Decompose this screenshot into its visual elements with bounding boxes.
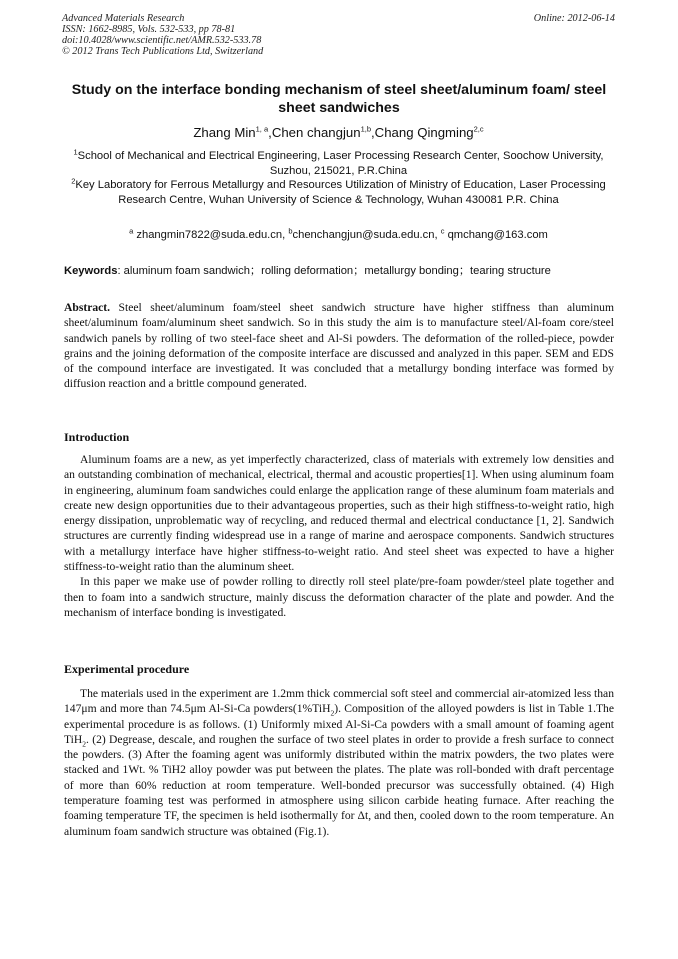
issn-line: ISSN: 1662-8985, Vols. 532-533, pp 78-81 [62,24,236,35]
experimental-body [64,686,614,839]
subscript: 2 [82,739,87,749]
paragraph-text: ). Composition of the alloyed powders is list in Table 1.The experimental procedure is as follows. (1) Uniformly mixed Al-Si-Ca powders with a small amount of foaming agent TiH [64,702,614,746]
author-name: Zhang Min [193,125,256,140]
affiliation-text: Key Laboratory for Ferrous Metallurgy and Resources Utilization of Ministry of Education, Laser Processing Research Centre, Wuhan University of Science & Technology, Wuhan 430081 P.R. China [75,179,606,206]
affiliation-sup: 2 [71,176,76,186]
email-list [62,228,615,242]
paragraph: Aluminum foams are a new, as yet imperfectly characterized, class of materials with extremely low densities and an outstanding combination of mechanical, electrical, thermal and acoustic properties[1]. When using aluminum foam in engineering, aluminum foam sandwiches could enlarge the application range of these aluminum foam materials and create new design opportunities due to their advantageous properties, such as their high stiffness-to-weight ratio, high energy dissipation, unproblematic way of recycling, and reduced thermal and electrical conductance [1, 2]. Sandwich structures are currently finding widespread use in a range of marine and aerospace components. Sandwich structures with a metallurgy interface have higher stiffness-to-weight ratio. And steel sheet was expected to have a higher stiffness-to-weight ratio than the aluminum sheet. [64,453,614,574]
affiliation-sup: 1 [73,147,78,157]
journal-name: Advanced Materials Research [62,13,185,24]
abstract [64,300,614,392]
affiliation [62,149,615,178]
paragraph-text: . (2) Degrease, descale, and roughen the surface of two steel plates in order to provide a fresh surface to connect the powders. (3) After the foaming agent was uniformly distributed within the matrix powders, the two plates were stacked and 1Wt. % TiH2 alloy powder was put between the plates. The plate was roll-bonded with draft percentage of more than 60% reduction at room temperature. Well-bonded precursor was successfully obtained. (4) High temperature foaming test was performed in atmosphere using silicon carbide heating furnace. After reaching the foaming temperature TF, the specimen is held isothermally for Δt, and then, cooled down to the room temperature. An aluminum foam sandwich structure was obtained (Fig.1). [64,732,614,838]
email-sup: b [288,226,293,236]
email-sup: c [440,226,445,236]
affiliations [62,149,615,207]
doi-line: doi:10.4028/www.scientific.net/AMR.532-533.78 [62,35,262,46]
email-link[interactable]: qmchang@163.com [447,229,548,241]
keywords [64,264,617,278]
paper-title: Study on the interface bonding mechanism of steel sheet/aluminum foam/ steel sheet sandwiches [71,82,607,116]
abstract-label: Abstract. [64,301,111,314]
affiliation [62,178,615,207]
abstract-text: Steel sheet/aluminum foam/steel sheet sandwich structure have higher stiffness than aluminum sheet/aluminum foam/aluminum sheet sandwich. So in this study the aim is to manufacture steel/Al-foam core/steel sandwich panels by rolling of two steel-face sheet and Al-Si powders. The deformation of the rolled-piece, powder grains and the joining deformation of the composite interface are discussed and analyzed in this paper. SEM and EDS of the compound interface are investigated. It was concluded that a metallurgy bonding interface was formed by diffusion reaction and a brittle compound generated. [64,301,614,391]
author-list [62,124,615,142]
paragraph: In this paper we make use of powder rolling to directly roll steel plate/pre-foam powder/steel plate together and then to foam into a sandwich structure, mainly discuss the deformation character of the plate and powder. And the mechanism of interface bonding is investigated. [64,575,614,619]
section-heading-experimental: Experimental procedure [64,662,190,676]
author-name: Chang Qingming [374,125,474,140]
online-date: Online: 2012-06-14 [533,13,615,24]
email-link[interactable]: chenchangjun@suda.edu.cn [292,229,435,241]
email-sup: a [129,226,134,236]
author-sep: , [371,125,375,140]
journal-header [62,13,615,57]
affiliation-text: School of Mechanical and Electrical Engineering, Laser Processing Research Center, Soochow University, Suzhou, 215021, P.R.China [77,150,604,177]
paragraph [64,686,614,839]
author-sup: 2,c [473,124,484,134]
introduction-body [64,452,614,620]
author-sup: 1, a [255,124,269,134]
email-link[interactable]: zhangmin7822@suda.edu.cn [136,229,283,241]
keywords-label: Keywords [64,265,118,277]
email-sep: , [434,229,441,241]
email-sep: , [282,229,289,241]
copyright-line: © 2012 Trans Tech Publications Ltd, Switzerland [62,46,264,57]
author-sep: , [268,125,272,140]
author-sup: 1,b [360,124,371,134]
paragraph-text: The materials used in the experiment are 1.2mm thick commercial soft steel and commercial air-atomized less than 147μm and more than 74.5μm Al-Si-Ca powders(1%TiH [64,687,614,716]
subscript: 2 [330,708,335,718]
section-heading-introduction: Introduction [64,430,130,444]
keywords-text: : aluminum foam sandwich；rolling deformation；metallurgy bonding；tearing structure [117,265,551,277]
author-name: Chen changjun [271,125,361,140]
